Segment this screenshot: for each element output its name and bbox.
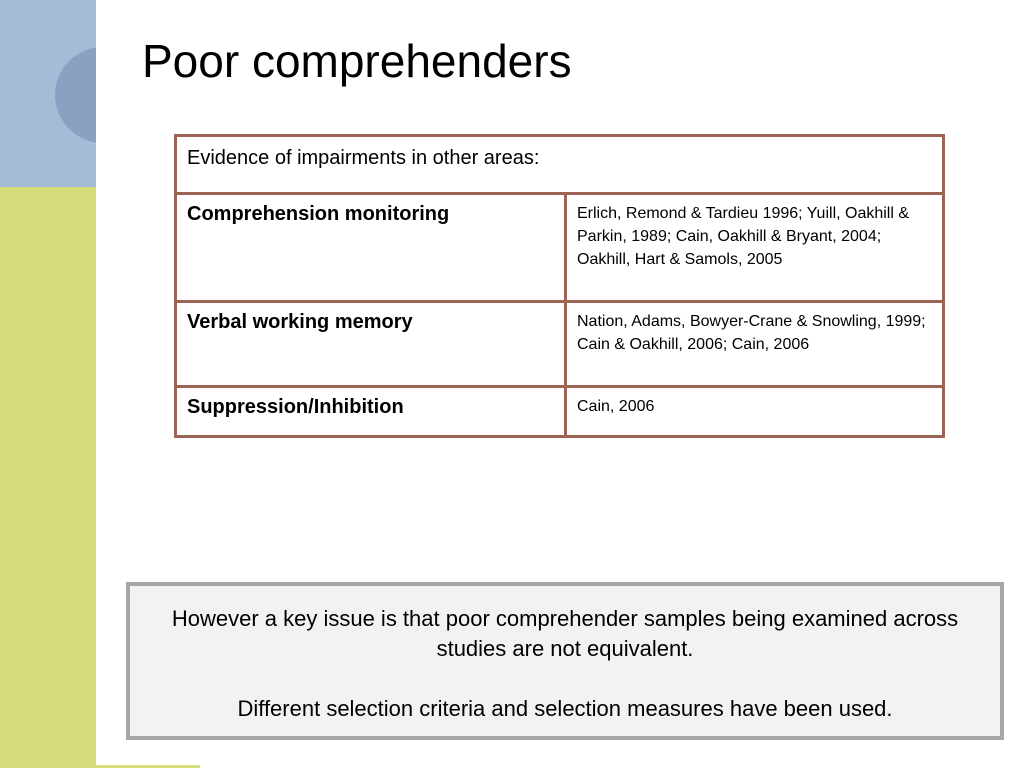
slide-title: Poor comprehenders <box>142 35 572 87</box>
key-issue-note-box <box>126 582 1004 740</box>
note-text-equivalence: However a key issue is that poor comprehender samples being examined across studies are not equivalent. <box>171 606 959 661</box>
table-row <box>176 194 944 302</box>
table-row <box>176 302 944 387</box>
references-cell: Cain, 2006 <box>566 387 944 437</box>
sidebar-bottom-band <box>0 187 96 768</box>
references-cell: Erlich, Remond & Tardieu 1996; Yuill, Oakhill & Parkin, 1989; Cain, Oakhill & Bryant, 2004; Oakhill, Hart & Samols, 2005 <box>566 194 944 302</box>
references-cell: Nation, Adams, Bowyer-Crane & Snowling, 1999; Cain & Oakhill, 2006; Cain, 2006 <box>566 302 944 387</box>
area-cell-verbal-working-memory: Verbal working memory <box>176 302 566 387</box>
sidebar-circle-decoration <box>55 47 96 143</box>
area-cell-suppression-inhibition: Suppression/Inhibition <box>176 387 566 437</box>
table-header-cell: Evidence of impairments in other areas: <box>176 136 944 194</box>
evidence-table <box>174 134 945 438</box>
note-text-selection-criteria: Different selection criteria and selection measures have been used. <box>237 696 893 721</box>
sidebar-circle-clip <box>0 0 96 187</box>
table-row <box>176 387 944 437</box>
area-cell-comprehension-monitoring: Comprehension monitoring <box>176 194 566 302</box>
table-header-row <box>176 136 944 194</box>
